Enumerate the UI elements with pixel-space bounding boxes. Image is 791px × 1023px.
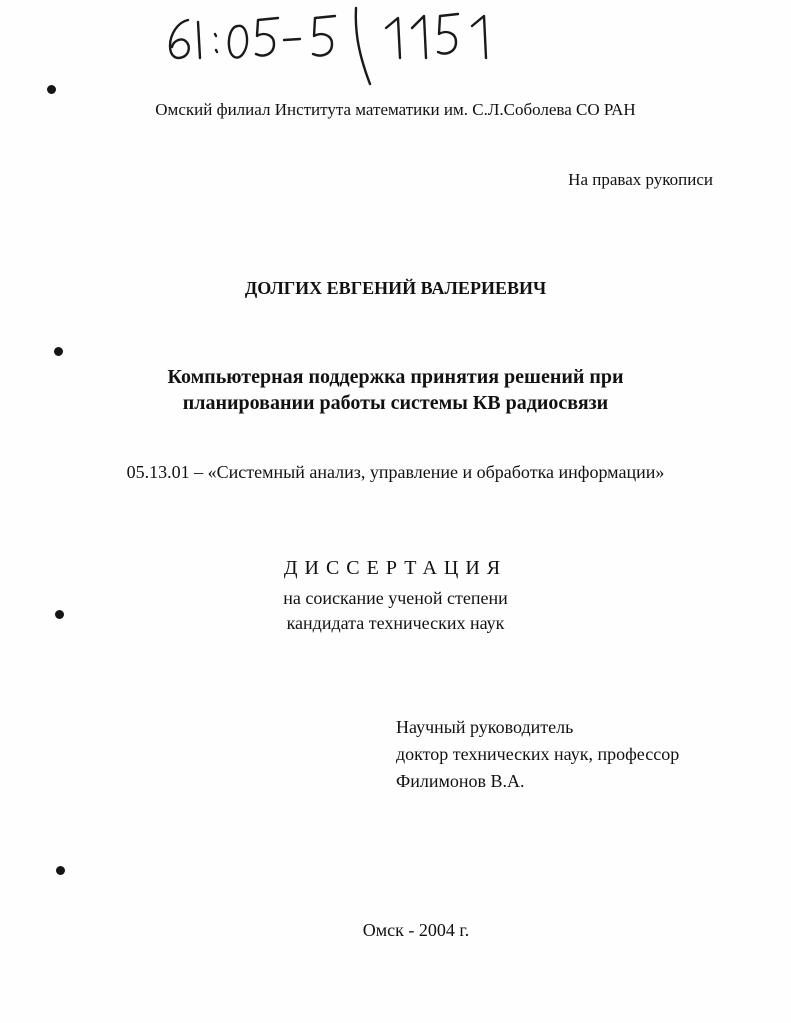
punch-hole <box>47 85 56 94</box>
title-line-2: планировании работы системы КВ радиосвязи <box>182 392 609 414</box>
degree-line-2: кандидата технических наук <box>286 613 505 633</box>
supervisor-block <box>396 714 679 795</box>
punch-hole <box>54 347 63 356</box>
document-type: ДИССЕРТАЦИЯ <box>283 557 508 579</box>
degree-statement <box>0 586 791 636</box>
institution-name: Омский филиал Института математики им. С.Л.Соболева СО РАН <box>155 100 636 119</box>
supervisor-role: Научный руководитель <box>396 717 574 737</box>
title-line-1: Компьютерная поддержка принятия решений при <box>167 366 624 388</box>
supervisor-rank: доктор технических наук, профессор <box>396 744 680 764</box>
rights-note: На правах рукописи <box>568 170 713 189</box>
supervisor-name: Филимонов В.А. <box>396 771 525 791</box>
handwritten-archive-number <box>160 0 540 90</box>
place-and-year: Омск - 2004 г. <box>362 920 470 940</box>
specialty-code: 05.13.01 – «Системный анализ, управление и обработка информации» <box>126 462 665 482</box>
degree-line-1: на соискание ученой степени <box>283 588 508 608</box>
dissertation-title <box>0 364 791 416</box>
author-name: ДОЛГИХ ЕВГЕНИЙ ВАЛЕРИЕВИЧ <box>244 278 547 298</box>
punch-hole <box>56 866 65 875</box>
